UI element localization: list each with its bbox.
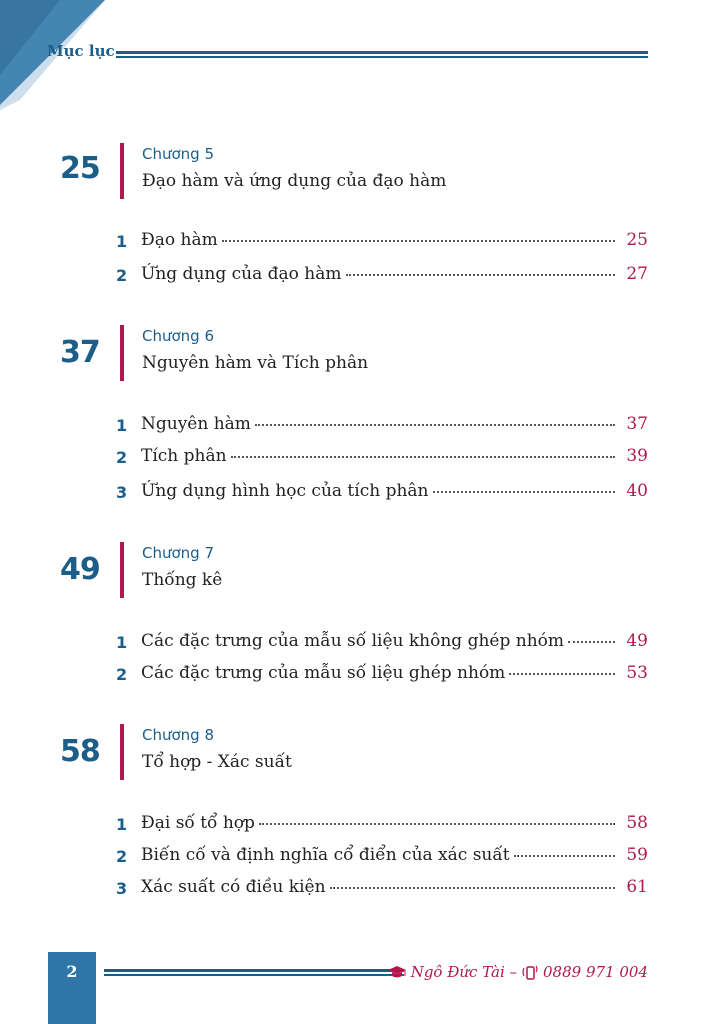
toc-entry[interactable]: [0, 481, 722, 505]
entry-page: 39: [626, 446, 648, 466]
entry-title: Đại số tổ hợp: [141, 813, 255, 833]
entry-number: 2: [116, 847, 128, 866]
toc-entry[interactable]: [0, 264, 722, 288]
footer-page-number: 2: [66, 962, 78, 981]
entry-page: 53: [626, 663, 648, 683]
entry-page: 37: [626, 414, 648, 434]
entry-number: 3: [116, 879, 128, 898]
chapter-label: Chương 8: [142, 726, 215, 744]
chapter-title: Nguyên hàm và Tích phân: [142, 353, 369, 373]
entry-page: 59: [626, 845, 648, 865]
leader-dots: [330, 886, 615, 889]
leader-dots: [568, 640, 615, 643]
toc-entry[interactable]: [0, 663, 722, 687]
entry-title: Các đặc trưng của mẫu số liệu không ghép nhóm: [141, 631, 565, 651]
footer-author-line: [387, 963, 648, 981]
entry-page: 25: [626, 230, 648, 250]
leader-dots: [255, 423, 615, 426]
toc-entry[interactable]: [0, 446, 722, 470]
toc-entry[interactable]: [0, 813, 722, 837]
chapter-bar: [120, 724, 124, 780]
chapter-start-page: 49: [60, 552, 100, 587]
leader-dots: [231, 455, 615, 458]
entry-number: 1: [116, 232, 128, 251]
entry-page: 61: [626, 877, 648, 897]
leader-dots: [433, 490, 616, 493]
toc-entry[interactable]: [0, 631, 722, 655]
entry-title: Ứng dụng của đạo hàm: [141, 264, 342, 284]
entry-title: Tích phân: [141, 446, 227, 466]
entry-title: Biến cố và định nghĩa cổ điển của xác suất: [141, 845, 510, 865]
entry-page: 40: [626, 481, 648, 501]
toc-entry[interactable]: [0, 877, 722, 901]
graduation-cap-icon: [387, 965, 407, 979]
toc-entry[interactable]: [0, 230, 722, 254]
chapter-title: Thống kê: [142, 570, 223, 590]
entry-number: 1: [116, 416, 128, 435]
chapter-start-page: 37: [60, 335, 100, 370]
entry-number: 2: [116, 665, 128, 684]
chapter-start-page: 58: [60, 734, 100, 769]
chapter-bar: [120, 325, 124, 381]
chapter-title: Tổ hợp - Xác suất: [142, 752, 292, 772]
entry-title: Nguyên hàm: [141, 414, 251, 434]
entry-title: Ứng dụng hình học của tích phân: [141, 481, 429, 501]
entry-number: 2: [116, 448, 128, 467]
entry-title: Xác suất có điều kiện: [141, 877, 326, 897]
leader-dots: [346, 273, 616, 276]
toc-entry[interactable]: [0, 414, 722, 438]
entry-title: Đạo hàm: [141, 230, 218, 250]
entry-title: Các đặc trưng của mẫu số liệu ghép nhóm: [141, 663, 506, 683]
phone-icon: [521, 964, 539, 980]
header-title: Mục lục: [47, 42, 115, 60]
entry-page: 49: [626, 631, 648, 651]
leader-dots: [222, 239, 615, 242]
entry-number: 2: [116, 266, 128, 285]
chapter-label: Chương 6: [142, 327, 215, 345]
chapter-label: Chương 7: [142, 544, 215, 562]
entry-number: 1: [116, 633, 128, 652]
entry-number: 3: [116, 483, 128, 502]
chapter-bar: [120, 143, 124, 199]
footer-rule: [104, 969, 404, 977]
chapter-title: Đạo hàm và ứng dụng của đạo hàm: [142, 171, 447, 191]
corner-decoration: [0, 0, 130, 120]
entry-number: 1: [116, 815, 128, 834]
entry-page: 27: [626, 264, 648, 284]
leader-dots: [509, 672, 615, 675]
leader-dots: [259, 822, 615, 825]
chapter-label: Chương 5: [142, 145, 215, 163]
author-name: Ngô Đức Tài –: [410, 963, 518, 981]
header-rule: [116, 51, 648, 59]
chapter-start-page: 25: [60, 151, 100, 186]
chapter-bar: [120, 542, 124, 598]
entry-page: 58: [626, 813, 648, 833]
toc-entry[interactable]: [0, 845, 722, 869]
author-phone: 0889 971 004: [543, 963, 648, 981]
leader-dots: [514, 854, 615, 857]
